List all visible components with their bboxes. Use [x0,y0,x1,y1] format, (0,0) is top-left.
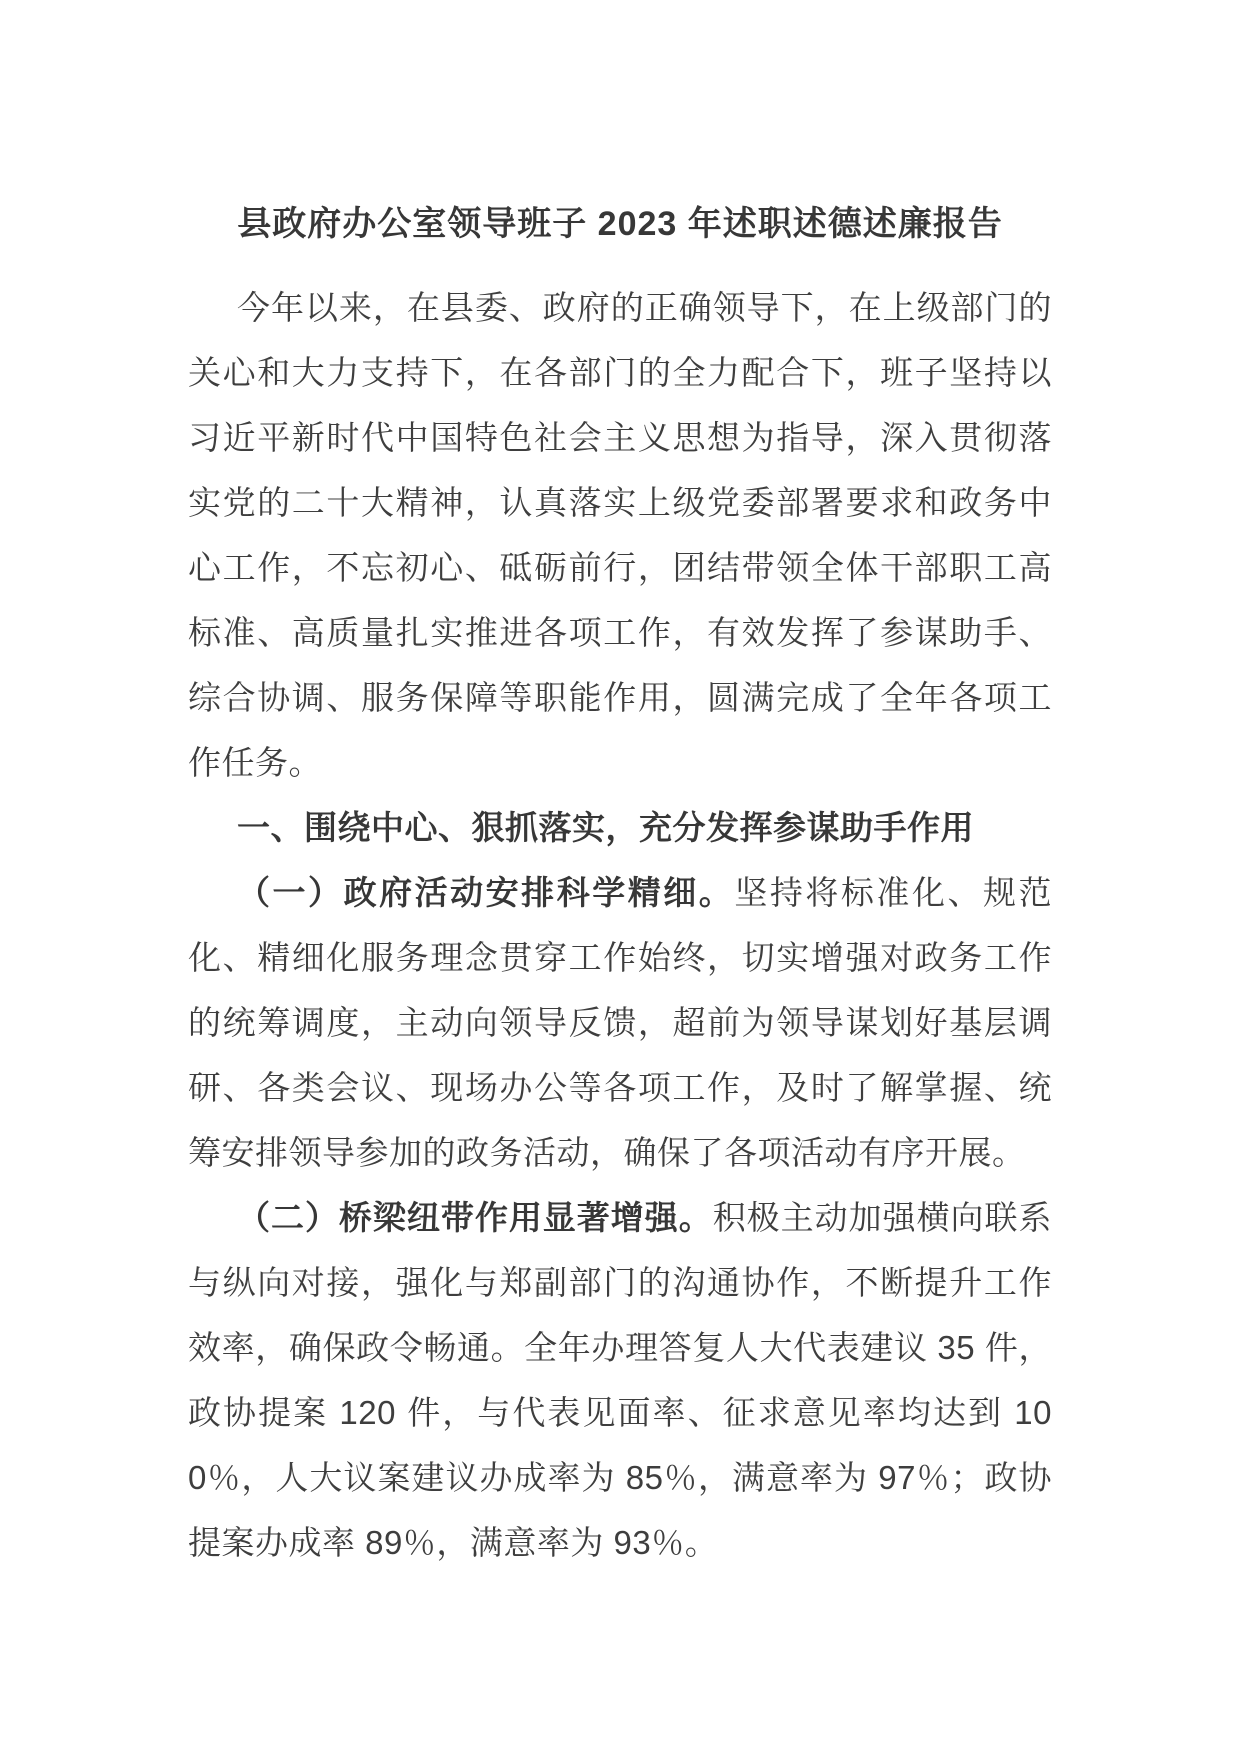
bold-lead-in: （一）政府活动安排科学精细。 [237,874,735,911]
paragraph [188,1185,1052,1575]
section-heading [188,795,1052,860]
paragraph-text: 坚持将标准化、规范化、精细化服务理念贯穿工作始终，切实增强对政务工作的统筹调度，主动向领导反馈，超前为领导谋划好基层调研、各类会议、现场办公等各项工作，及时了解掌握、统筹安排领导参加的政务活动，确保了各项活动有序开展。 [188,874,1053,1171]
document-body [188,275,1052,1575]
paragraph-text: 积极主动加强横向联系与纵向对接，强化与郑副部门的沟通协作，不断提升工作效率，确保政令畅通。全年办理答复人大代表建议 35 件，政协提案 120 件，与代表见面率、征求意见率均达到 100％，人大议案建议办成率为 85％，满意率为 97％；政协提案办成率 89％，满意率为 93％。 [188,1199,1053,1561]
paragraph [188,860,1052,1185]
bold-lead-in: （二）桥梁纽带作用显著增强。 [237,1199,713,1236]
bold-lead-in: 一、围绕中心、狠抓落实，充分发挥参谋助手作用 [237,809,974,846]
paragraph-text: 今年以来，在县委、政府的正确领导下，在上级部门的关心和大力支持下，在各部门的全力配合下，班子坚持以习近平新时代中国特色社会主义思想为指导，深入贯彻落实党的二十大精神，认真落实上级党委部署要求和政务中心工作，不忘初心、砥砺前行，团结带领全体干部职工高标准、高质量扎实推进各项工作，有效发挥了参谋助手、综合协调、服务保障等职能作用，圆满完成了全年各项工作任务。 [188,289,1052,781]
document-title: 县政府办公室领导班子 2023 年述职述德述廉报告 [237,205,1003,243]
paragraph [188,275,1052,795]
